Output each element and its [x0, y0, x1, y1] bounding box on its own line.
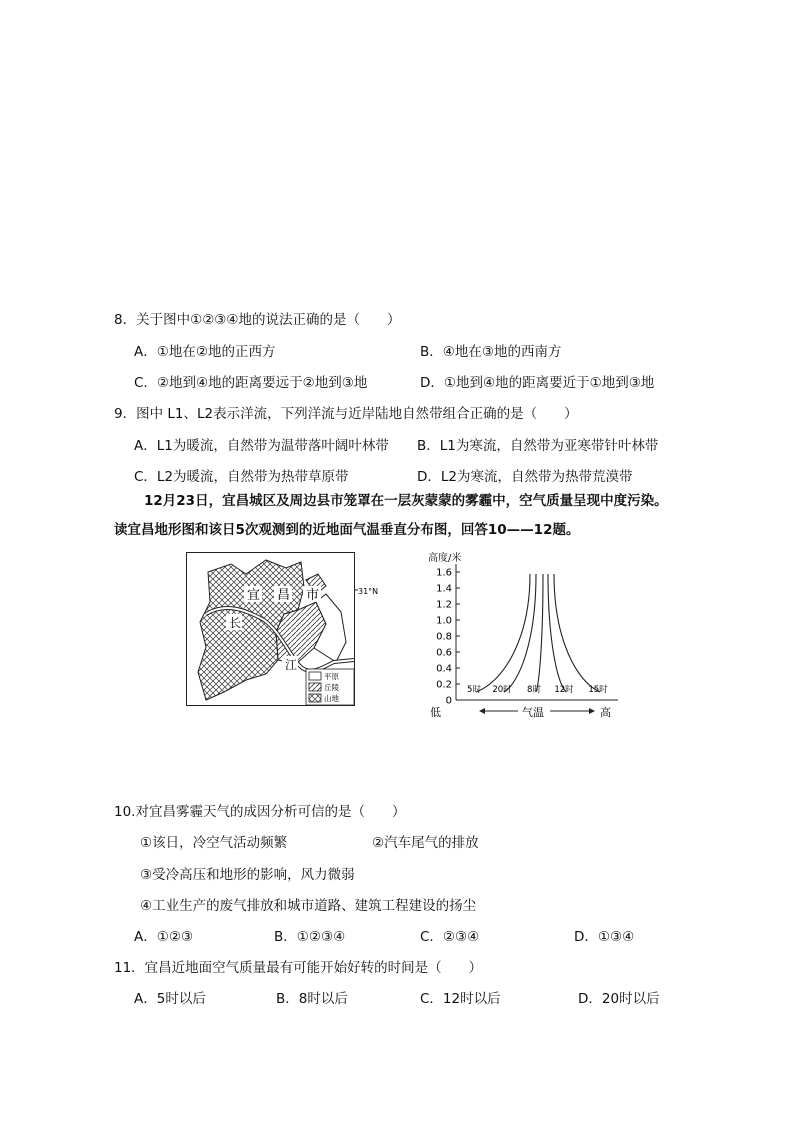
q11-option-d: D．20时以后	[578, 991, 660, 1007]
temperature-curve	[548, 574, 566, 692]
q8-option-a: A．①地在②地的正西方	[134, 344, 276, 360]
y-tick-label: 1.0	[436, 615, 452, 627]
y-tick-label: 0.4	[436, 663, 452, 675]
q10-option-d: D．①③④	[574, 929, 635, 945]
q10-statement-2: ②汽车尾气的排放	[372, 835, 479, 851]
q11-option-a: A．5时以后	[134, 991, 206, 1007]
legend-hill: 丘陵	[324, 683, 339, 692]
map-label-chang: 昌	[277, 588, 291, 603]
temperature-curve	[554, 574, 600, 692]
latitude-label: 31°N	[358, 587, 379, 596]
intro-line-2: 读宜昌地形图和该日5次观测到的近地面气温垂直分布图，回答10——12题。	[114, 522, 580, 538]
yichang-terrain-map	[186, 552, 386, 706]
temperature-curve	[536, 574, 543, 692]
y-tick-label: 0	[445, 695, 452, 707]
map-label-shi: 市	[306, 588, 320, 603]
q10-statement-1: ①该日，冷空气活动频繁	[140, 835, 288, 851]
q9-stem: 9．图中 L1、L2表示洋流，下列洋流与近岸陆地自然带组合正确的是（ ）	[114, 406, 578, 422]
q9-option-c: C．L2为暖流，自然带为热带草原带	[134, 469, 349, 485]
x-label-high: 高	[600, 706, 611, 719]
curve-label: 15时	[588, 685, 608, 695]
intro-line-1: 12月23日，宜昌城区及周边县市笼罩在一层灰蒙蒙的雾霾中，空气质量呈现中度污染。	[144, 493, 668, 509]
q8-option-b: B．④地在③地的西南方	[420, 344, 562, 360]
curve-label: 5时	[467, 685, 481, 695]
q10-option-b: B．①②③④	[274, 929, 346, 945]
q8-option-d: D．①地到④地的距离要近于①地到③地	[420, 375, 655, 391]
map-label-chang-river: 长	[229, 616, 242, 630]
q10-stem: 10.对宜昌雾霾天气的成因分析可信的是（ ）	[114, 804, 406, 820]
q11-option-c: C．12时以后	[420, 991, 501, 1007]
legend-plain: 平原	[324, 672, 339, 681]
y-tick-label: 1.4	[436, 583, 452, 595]
q11-stem: 11．宜昌近地面空气质量最有可能开始好转的时间是（ ）	[114, 960, 483, 976]
y-tick-label: 0.2	[436, 679, 452, 691]
temperature-profile-chart	[418, 548, 638, 720]
q10-statement-3: ③受冷高压和地形的影响，风力微弱	[140, 867, 355, 883]
temperature-curve	[476, 574, 530, 692]
curve-label: 12时	[554, 685, 574, 695]
y-tick-label: 1.2	[436, 599, 452, 611]
curve-label: 8时	[527, 685, 541, 695]
x-label-low: 低	[430, 706, 441, 719]
temperature-curve	[504, 574, 536, 692]
y-tick-label: 1.6	[436, 567, 452, 579]
q9-option-a: A．L1为暖流，自然带为温带落叶阔叶林带	[134, 438, 389, 454]
q11-option-b: B．8时以后	[276, 991, 348, 1007]
q9-option-b: B．L1为寒流，自然带为亚寒带针叶林带	[417, 438, 659, 454]
q10-option-c: C．②③④	[420, 929, 480, 945]
map-legend	[306, 669, 354, 705]
q9-option-d: D．L2为寒流，自然带为热带荒漠带	[417, 469, 633, 485]
map-label-jiang: 江	[285, 658, 298, 672]
x-axis-title: 气温	[522, 706, 544, 719]
q8-stem: 8．关于图中①②③④地的说法正确的是（ ）	[114, 312, 401, 328]
q10-statement-4: ④工业生产的废气排放和城市道路、建筑工程建设的扬尘	[140, 898, 477, 914]
q8-option-c: C．②地到④地的距离要远于②地到③地	[134, 375, 368, 391]
q10-option-a: A．①②③	[134, 929, 194, 945]
map-label-yi: 宜	[247, 588, 261, 603]
legend-mountain: 山地	[324, 694, 339, 703]
curve-label: 20时	[492, 685, 512, 695]
y-tick-label: 0.8	[436, 631, 452, 643]
y-axis-title: 高度/米	[428, 553, 462, 564]
y-tick-label: 0.6	[436, 647, 452, 659]
